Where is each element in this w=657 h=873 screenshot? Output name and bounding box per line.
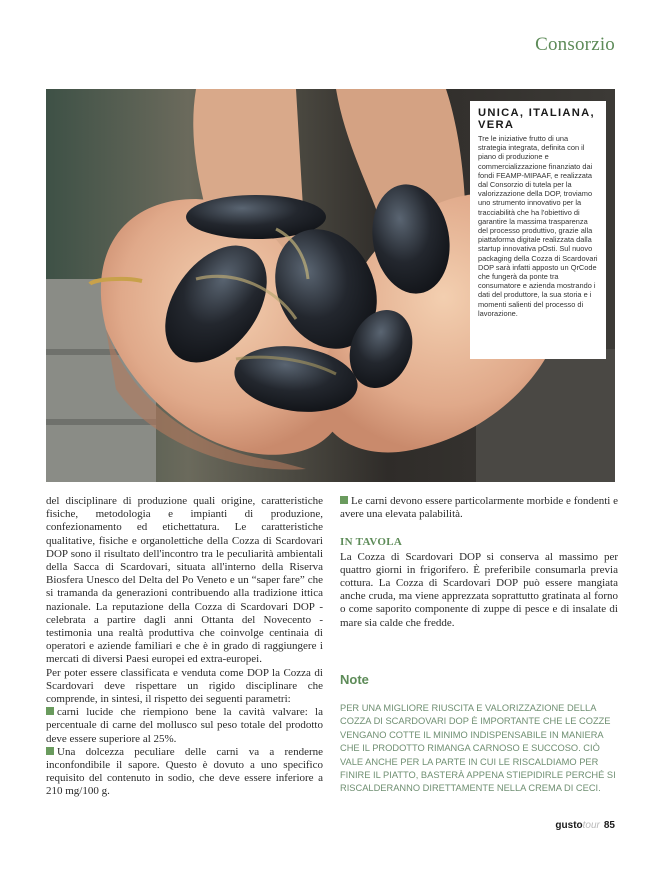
in-tavola-heading: IN TAVOLA [340,536,403,549]
bullet-item: Una dolcezza peculiare delle carni va a renderne inconfondibile il sapore. Questo è dovuto a uno specifico requisito del contenuto in sodio, che deve essere inferiore a 210 mg/100 g. [46,745,323,798]
sidebar-title: UNICA, ITALIANA, VERA [478,107,595,131]
bullet-item: carni lucide che riempiono bene la cavità valvare: la percentuale di carne del mollusco sul peso totale del prodotto deve essere superiore al 25%. [46,706,323,745]
in-tavola-body: La Cozza di Scardovari DOP si conserva al massimo per quattro giorni in frigorifero. È preferibile consumarla previa cottura. La Cozza di Scardovari DOP può essere mangiata anche cruda, ma viene apprezzata soprattutto gratinata al forno o come saporito componente di zuppe di pesce e di insalate di mare sia calde che fredde. [340,550,618,629]
bullet-item: Le carni devono essere particolarmente morbide e fondenti e avere una elevata palabilità. [340,495,618,521]
page-footer [555,820,615,831]
left-column [46,495,323,799]
body-paragraph: Per poter essere classificata e venduta come DOP la Cozza di Scardovari deve rispettare un rigido disciplinare che comprende, in sintesi, il rispetto dei seguenti parametri: [46,666,323,706]
page-number: 85 [603,820,615,831]
magazine-accent: tour [582,820,600,831]
note-title: Note [340,672,369,687]
body-paragraph: del disciplinare di produzione quali origine, caratteristiche fisiche, metodologia e impianti di produzione, confezionamento ed etichettatura. Le caratteristiche qualitative, fisiche e organolettiche della Cozza di Scardovari DOP sono il risultato dell'incontro tra le peculiarità ambientali della Sacca di Scardovari, situata all'interno della Riserva Biosfera Unesco del Delta del Po Veneto e un “saper fare” che si tramanda da generazioni contribuendo alla tradizione ittica nazionale. La reputazione della Cozza di Scardovari DOP - celebrata a partire dagli anni Ottanta del Novecento - testimonia una realtà produttiva che coinvolge centinaia di operatori e aziende familiari e che è in grado di raggiungere i mercati di diversi Paesi europei ed extra-europei. [46,495,323,666]
sidebar-box [470,101,606,359]
bullet-square-icon [46,747,54,755]
bullet-square-icon [46,707,54,715]
note-body: PER UNA MIGLIORE RIUSCITA E VALORIZZAZIONE DELLA COZZA DI SCARDOVARI DOP È IMPORTANTE CHE LE COZZE VENGANO COTTE IL MINIMO INDISPENSABILE IN MANIERA CHE IL PRODOTTO RIMANGA CARNOSO E SUCCOSO. CIÒ VALE ANCHE PER LA PARTE IN CUI LE RISCALDIAMO PER FINIRE IL PIATTO, BASTERÀ APPENA STIEPIDIRLE PERCHÉ SI RISCALDERANNO DIRETTAMENTE NELLA CREMA DI CECI. [340,703,616,794]
bullet-square-icon [340,496,348,504]
right-column [340,495,618,630]
sidebar-body: Tre le iniziative frutto di una strategia integrata, definita con il piano di produzione e commercializzazione finanziato dai fondi FEAMP-MIPAAF, e realizzata dal Consorzio di tutela per la valorizzazione della DOP, troviamo uno strumento innovativo per la tracciabilità che ha l'obiettivo di garantire la massima trasparenza del processo produttivo, grazie alla piattaforma digitale realizzata dalla startup innovativa pOsti. Sul nuovo packaging della Cozza di Scardovari DOP sarà infatti apposto un QrCode che fungerà da ponte tra consumatore e azienda mostrando i dati del produttore, la sua storia e i momenti salienti del processo di lavorazione. [478,134,598,318]
section-title: Consorzio [535,34,615,55]
magazine-name: gusto [555,820,583,831]
